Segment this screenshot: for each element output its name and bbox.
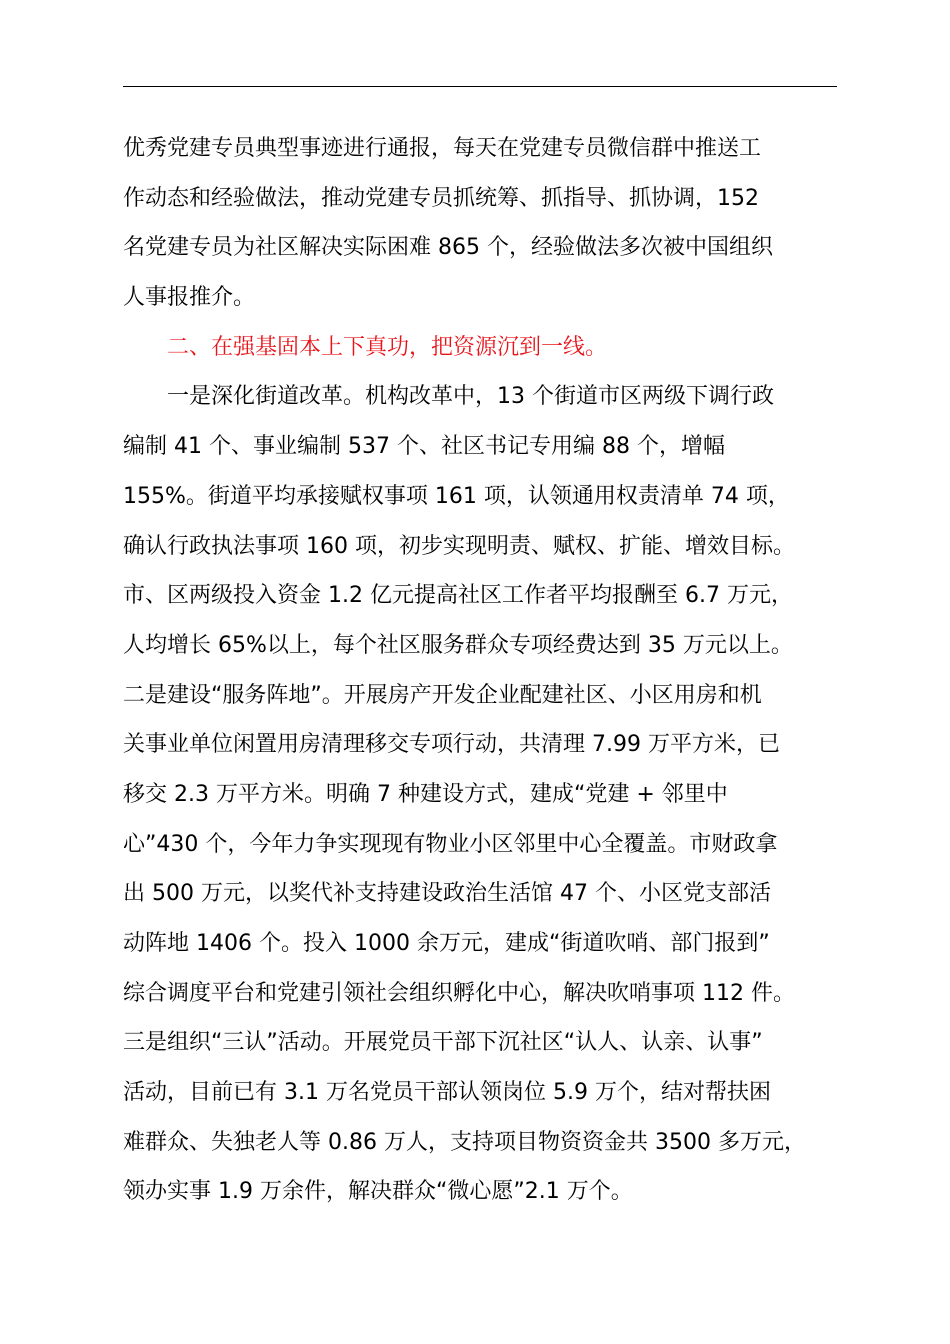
body-line: 一是深化街道改革。机构改革中，13 个街道市区两级下调行政 (167, 384, 774, 410)
body-line: 关事业单位闲置用房清理移交专项行动，共清理 7.99 万平方米，已 (123, 732, 780, 758)
header-rule (123, 86, 837, 87)
body-line: 动阵地 1406 个。投入 1000 余万元，建成“街道吹哨、部门报到” (123, 931, 770, 956)
section-heading: 二、在强基固本上下真功，把资源沉到一线。 (167, 334, 608, 360)
body-line: 人事报推介。 (123, 285, 256, 311)
body-line: 名党建专员为社区解决实际困难 865 个，经验做法多次被中国组织 (123, 235, 773, 261)
body-line: 人均增长 65%以上，每个社区服务群众专项经费达到 35 万元以上。 (123, 632, 793, 658)
body-line: 作动态和经验做法，推动党建专员抓统筹、抓指导、抓协调，152 (123, 185, 759, 211)
body-line: 出 500 万元，以奖代补支持建设政治生活馆 47 个、小区党支部活 (123, 881, 771, 907)
document-body (123, 124, 837, 1217)
body-line: 综合调度平台和党建引领社会组织孵化中心，解决吹哨事项 112 件。 (123, 980, 795, 1006)
body-line: 活动，目前已有 3.1 万名党员干部认领岗位 5.9 万个，结对帮扶困 (123, 1080, 771, 1106)
body-line: 三是组织“三认”活动。开展党员干部下沉社区“认人、认亲、认事” (123, 1030, 763, 1056)
body-line: 领办实事 1.9 万余件，解决群众“微心愿”2.1 万个。 (123, 1179, 633, 1205)
body-line: 难群众、失独老人等 0.86 万人，支持项目物资资金共 3500 多万元， (123, 1129, 806, 1155)
body-line: 二是建设“服务阵地”。开展房产开发企业配建社区、小区用房和机 (123, 682, 762, 708)
body-line: 市、区两级投入资金 1.2 亿元提高社区工作者平均报酬至 6.7 万元， (123, 583, 793, 609)
body-line: 移交 2.3 万平方米。明确 7 种建设方式，建成“党建 + 邻里中 (123, 781, 728, 807)
body-line: 优秀党建专员典型事迹进行通报，每天在党建专员微信群中推送工 (123, 136, 762, 161)
body-line: 确认行政执法事项 160 项，初步实现明责、赋权、扩能、增效目标。 (123, 533, 795, 559)
body-line: 心”430 个，今年力争实现现有物业小区邻里中心全覆盖。市财政拿 (123, 831, 778, 857)
body-line: 155%。街道平均承接赋权事项 161 项，认领通用权责清单 74 项， (123, 483, 790, 509)
body-line: 编制 41 个、事业编制 537 个、社区书记专用编 88 个，增幅 (123, 434, 725, 460)
